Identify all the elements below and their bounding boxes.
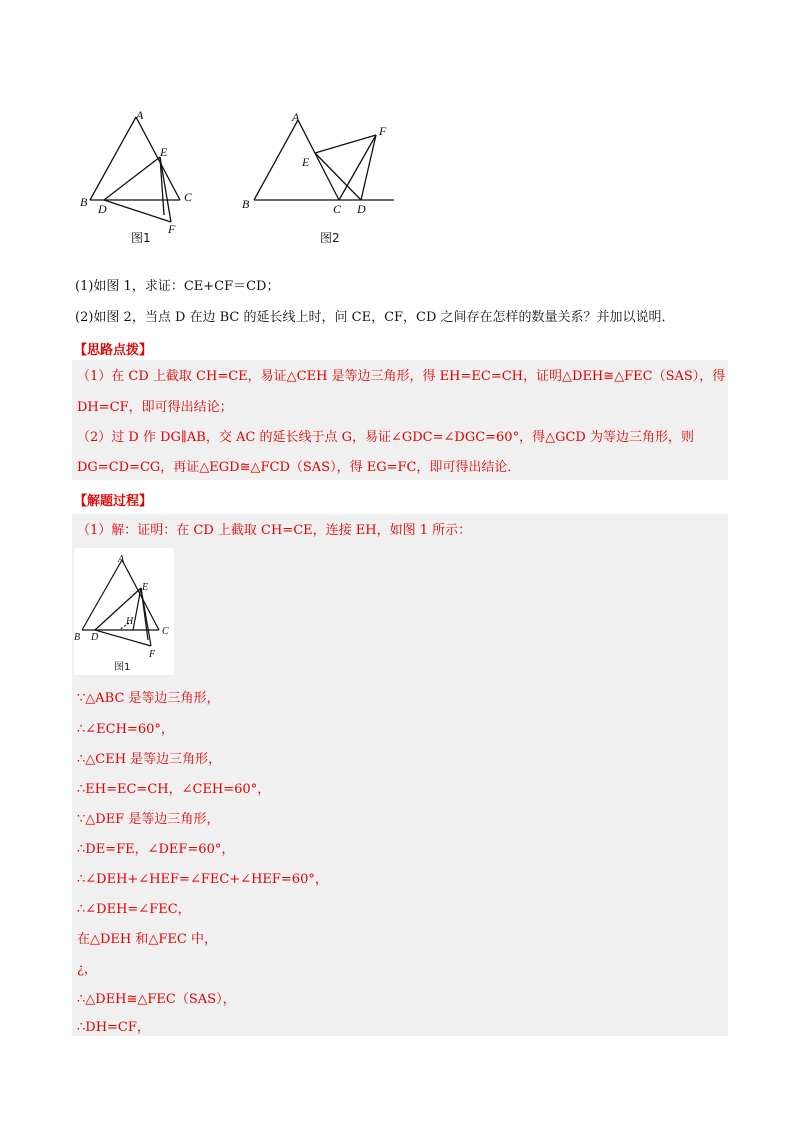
fig1-label-A: A [136,108,144,122]
solution-intro: （1）解：证明：在 CD 上截取 CH=CE，连接 EH，如图 1 所示： [77,523,472,538]
question-part-2: (2)如图 2，当点 D 在边 BC 的延长线上时，问 CE，CF，CD 之间存在怎样的数量关系？并加以说明． [75,310,675,325]
solution-heading: 【解题过程】 [74,494,153,509]
fig2-label-C: C [333,202,342,216]
fig1-caption: 图1 [131,231,151,245]
figure-1-with-H [74,548,174,675]
fig2-label-D: D [357,202,366,216]
fig3-label-E: E [142,582,149,593]
solution-step-3: ∴△CEH 是等边三角形， [77,752,222,767]
figure-2 [236,105,396,250]
fig2-label-F: F [379,124,387,138]
fig1-label-F: F [168,222,176,236]
fig2-label-B: B [242,197,250,211]
solution-step-12: ∴DH=CF， [77,1020,150,1035]
fig3-label-B: B [74,632,81,643]
fig3-caption: 图1 [114,662,131,673]
hint-line-4: DG=CD=CG，再证△EGD≅△FCD（SAS），得 EG=FC，即可得出结论． [77,460,521,475]
solution-step-5: ∵△DEF 是等边三角形， [77,812,220,827]
figure-1 [78,105,198,250]
fig1-label-B: B [80,195,88,209]
fig1-label-C: C [184,190,193,204]
hint-line-1: （1）在 CD 上截取 CH=CE，易证△CEH 是等边三角形，得 EH=EC=CH，证明△DEH≅△FEC（SAS），得 [77,369,726,384]
fig1-label-E: E [160,145,168,159]
fig3-label-H: H [126,616,134,627]
solution-box [72,514,728,1036]
hint-heading: 【思路点拨】 [74,343,153,358]
solution-step-11: ∴△DEH≅△FEC（SAS）， [77,992,236,1007]
solution-step-7: ∴∠DEH+∠HEF=∠FEC+∠HEF=60°， [77,872,328,887]
solution-step-8: ∴∠DEH=∠FEC， [77,902,191,917]
fig3-label-F: F [149,649,156,660]
solution-step-2: ∴∠ECH=60°， [77,722,174,737]
solution-step-9: 在△DEH 和△FEC 中， [77,932,217,947]
fig2-caption: 图2 [320,231,340,245]
fig3-label-A: A [118,554,125,565]
fig2-label-E: E [302,155,310,169]
fig3-label-C: C [162,626,169,637]
question-part-1: (1)如图 1，求证：CE+CF＝CD； [75,279,280,294]
hint-box [72,360,728,480]
fig3-label-D: D [91,632,99,643]
hint-line-2: DH=CF，即可得出结论； [77,400,233,415]
solution-step-4: ∴EH=EC=CH，∠CEH=60°， [77,782,271,797]
fig1-label-D: D [98,202,107,216]
fig2-label-A: A [292,110,300,124]
solution-step-6: ∴DE=FE，∠DEF=60°， [77,842,235,857]
hint-line-3: （2）过 D 作 DG∥AB，交 AC 的延长线于点 G，易证∠GDC=∠DGC=60°，得△GCD 为等边三角形，则 [77,430,694,445]
solution-step-10: ¿， [77,962,97,977]
solution-step-1: ∵△ABC 是等边三角形， [77,691,220,706]
